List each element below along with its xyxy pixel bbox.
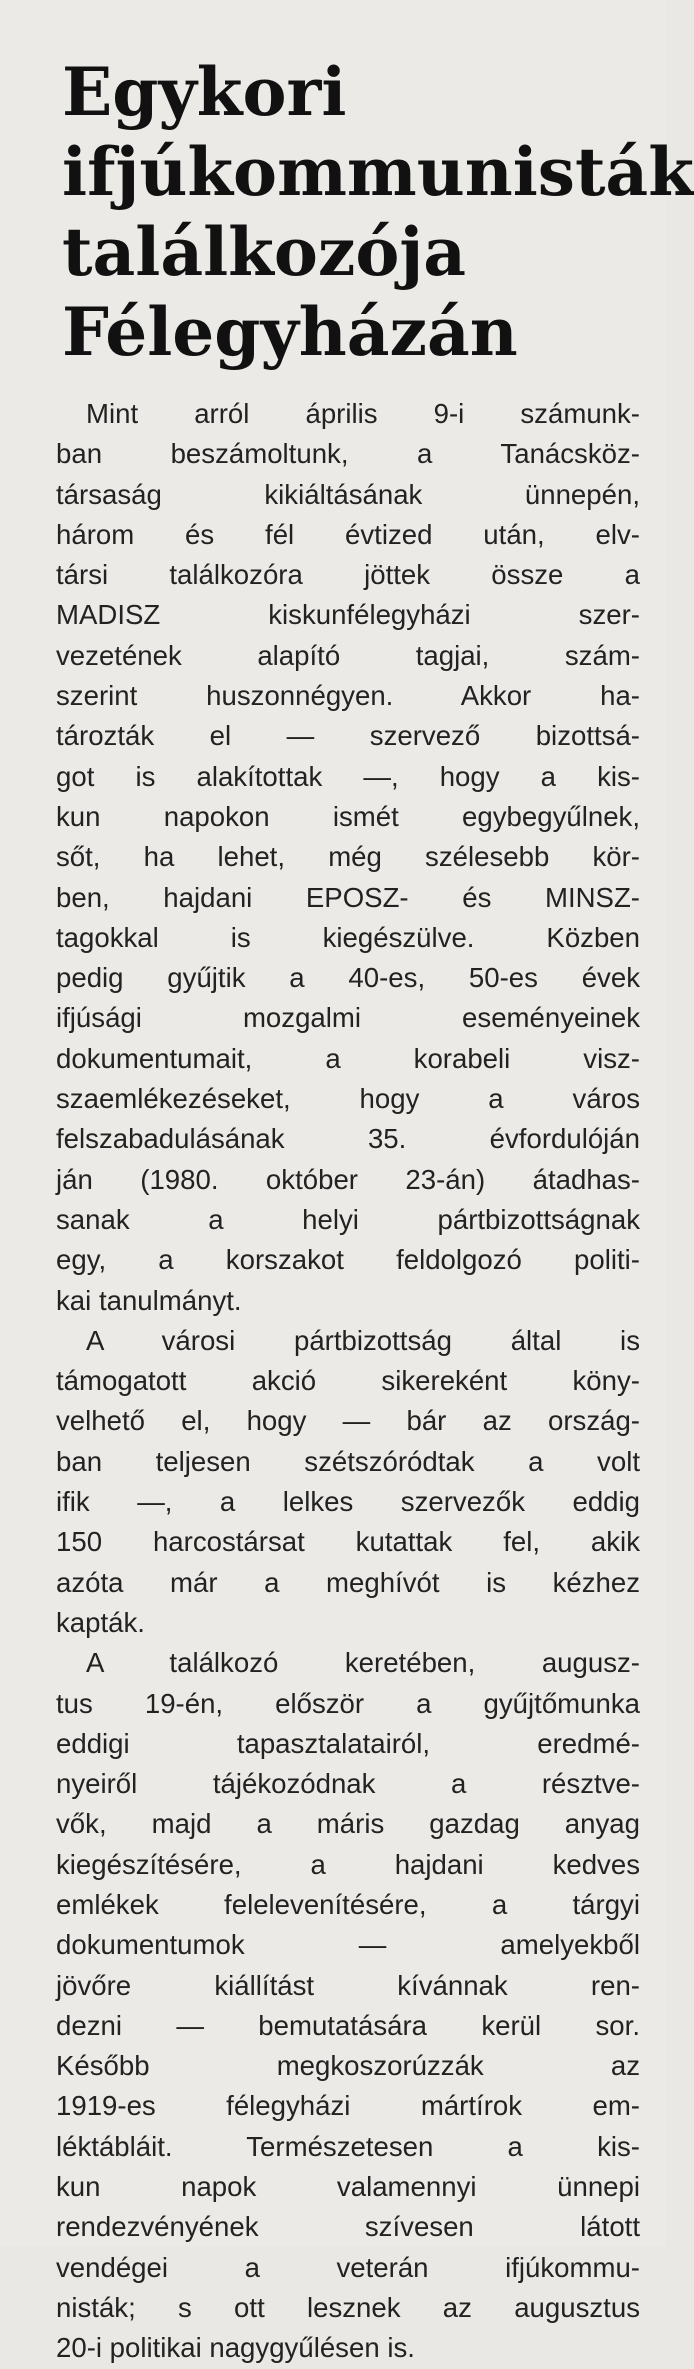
headline-line: Egykori xyxy=(62,53,347,131)
headline-line: ifjúkommunisták xyxy=(62,133,694,211)
article-line: dezni — bemutatására kerül sor. xyxy=(56,2009,640,2041)
article-line: velhető el, hogy — bár az ország- xyxy=(56,1405,640,1437)
article-line: kun napokon ismét egybegyűlnek, xyxy=(56,800,640,832)
headline-line: találkozója xyxy=(62,213,467,291)
article-line: kun napok valamennyi ünnepi xyxy=(56,2171,640,2203)
article-line: kiegészítésére, a hajdani kedves xyxy=(56,1848,640,1880)
article-line: ben, hajdani EPOSZ- és MINSZ- xyxy=(56,881,640,913)
article-line: támogatott akció sikereként köny- xyxy=(56,1365,640,1397)
article-line: tagokkal is kiegészülve. Közben xyxy=(56,921,640,953)
article-line: vendégei a veterán ifjúkommu- xyxy=(56,2251,640,2283)
article-line: got is alakítottak —, hogy a kis- xyxy=(56,760,640,792)
article-headline xyxy=(62,52,694,372)
article-line: társi találkozóra jöttek össze a xyxy=(56,559,640,591)
article-line: emlékek felelevenítésére, a tárgyi xyxy=(56,1888,640,1920)
article-line: azóta már a meghívót is kézhez xyxy=(56,1566,640,1598)
article-line: vők, majd a máris gazdag anyag xyxy=(56,1808,640,1840)
article-line: sanak a helyi pártbizottságnak xyxy=(56,1203,640,1235)
article-line: ban beszámoltunk, a Tanácsköz- xyxy=(56,438,640,470)
article-line: dokumentumok — amelyekből xyxy=(56,1929,640,1961)
article-body xyxy=(56,394,640,2369)
article-line: felszabadulásának 35. évfordulóján xyxy=(56,1123,640,1155)
article-line: sőt, ha lehet, még szélesebb kör- xyxy=(56,841,640,873)
article-line: tározták el — szervező bizottsá- xyxy=(56,720,640,752)
article-line: egy, a korszakot feldolgozó politi- xyxy=(56,1244,640,1276)
article-line: kai tanulmányt. xyxy=(56,1284,242,1316)
article-line: MADISZ kiskunfélegyházi szer- xyxy=(56,599,640,631)
article-line: dokumentumait, a korabeli visz- xyxy=(56,1042,640,1074)
article-line: kapták. xyxy=(56,1606,145,1638)
article-line: A találkozó keretében, augusz- xyxy=(86,1647,640,1679)
article-line: 20-i politikai nagygyűlésen is. xyxy=(56,2332,415,2364)
article-line: ban teljesen szétszóródtak a volt xyxy=(56,1445,640,1477)
article-line: nyeiről tájékozódnak a résztve- xyxy=(56,1768,640,1800)
article-paragraph xyxy=(56,1321,640,1643)
article-line: 150 harcostársat kutattak fel, akik xyxy=(56,1526,640,1558)
article-line: jövőre kiállítást kívánnak ren- xyxy=(56,1969,640,2001)
article-line: három és fél évtized után, elv- xyxy=(56,518,640,550)
article-line: léktábláit. Természetesen a kis- xyxy=(56,2130,640,2162)
article-line: szaemlékezéseket, hogy a város xyxy=(56,1083,640,1115)
article-line: tus 19-én, először a gyűjtőmunka xyxy=(56,1687,640,1719)
article-line: ifjúsági mozgalmi eseményeinek xyxy=(56,1002,640,1034)
article-line: rendezvényének szívesen látott xyxy=(56,2211,640,2243)
article-line: Mint arról április 9-i számunk- xyxy=(86,398,640,429)
article-line: vezetének alapító tagjai, szám- xyxy=(56,639,640,671)
article-line: ifik —, a lelkes szervezők eddig xyxy=(56,1486,640,1518)
article-paragraph xyxy=(56,394,640,1321)
article-line: eddigi tapasztalatairól, eredmé- xyxy=(56,1727,640,1759)
article-paragraph xyxy=(56,1643,640,2368)
article-line: társaság kikiáltásának ünnepén, xyxy=(56,478,640,510)
headline-line: Félegyházán xyxy=(62,293,518,371)
article-line: nisták; s ott lesznek az augusztus xyxy=(56,2291,640,2323)
article-line: pedig gyűjtik a 40-es, 50-es évek xyxy=(56,962,640,994)
article-line: szerint huszonnégyen. Akkor ha- xyxy=(56,680,640,712)
article-line: ján (1980. október 23-án) átadhas- xyxy=(56,1163,640,1195)
article-line: Később megkoszorúzzák az xyxy=(56,2050,640,2082)
article-line: A városi pártbizottság által is xyxy=(86,1324,640,1356)
article-line: 1919-es félegyházi mártírok em- xyxy=(56,2090,640,2122)
